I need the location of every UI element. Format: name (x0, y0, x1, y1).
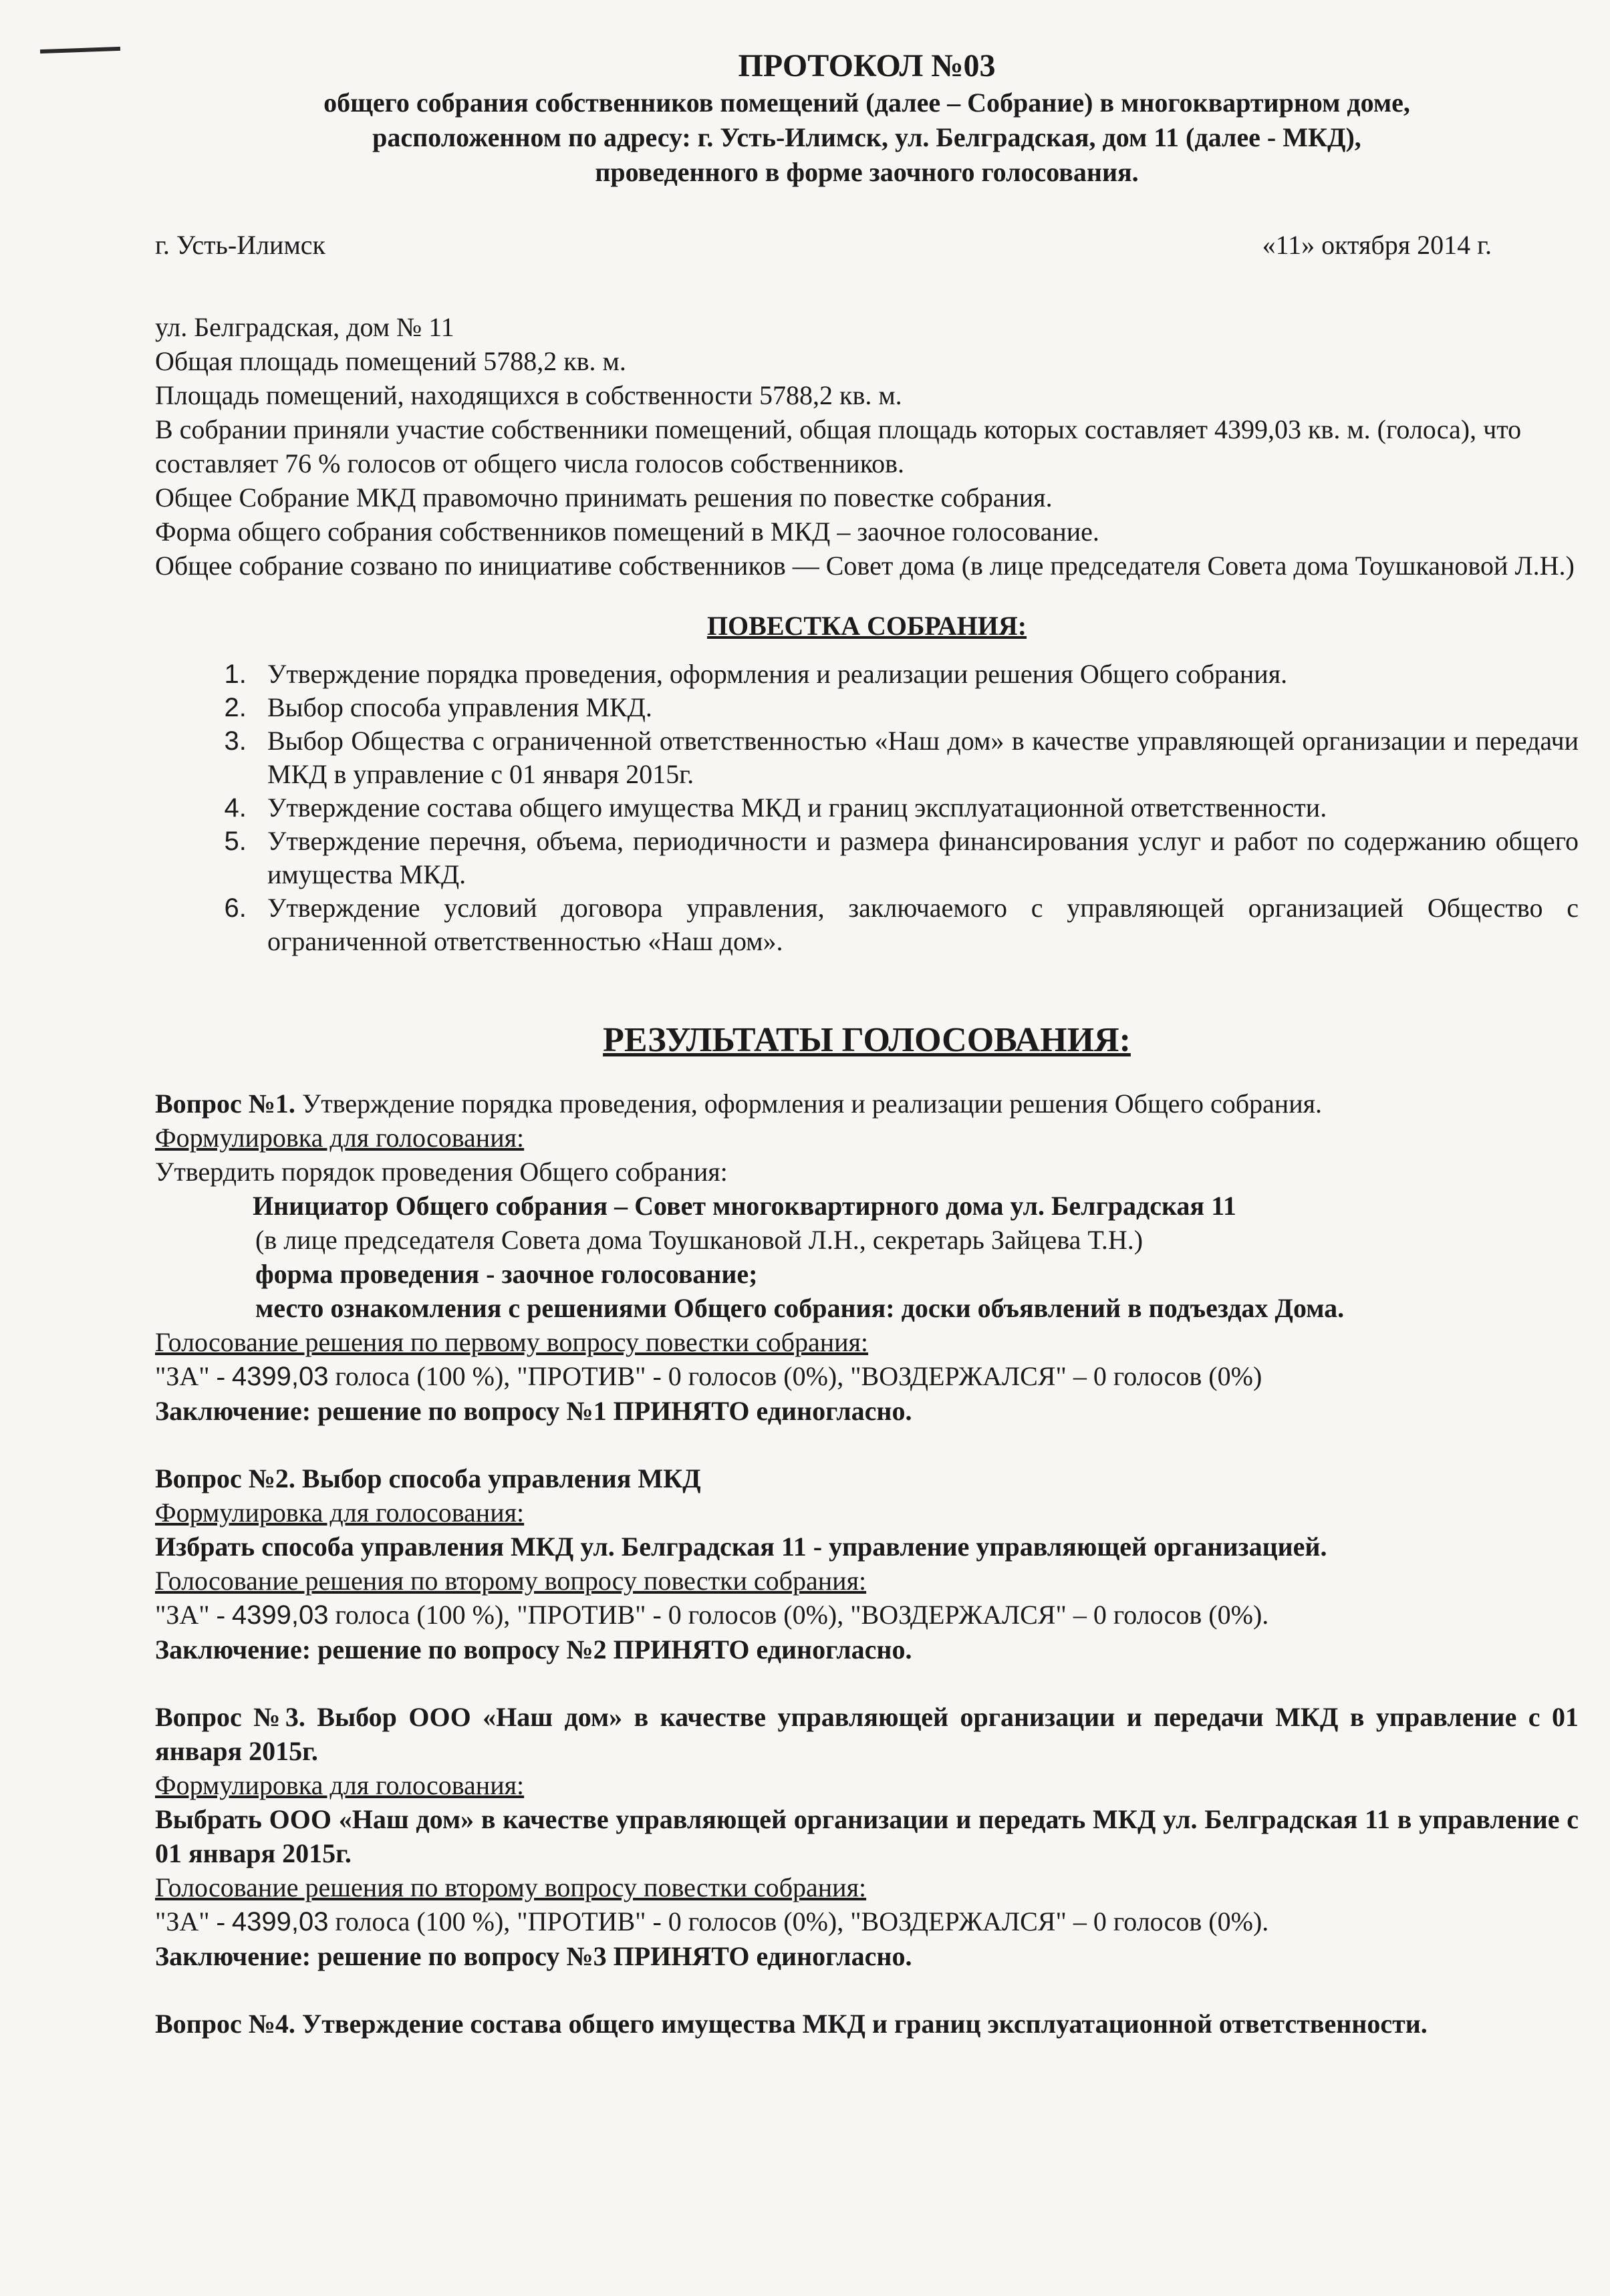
document-date: «11» октября 2014 г. (1262, 230, 1492, 260)
results-heading: РЕЗУЛЬТАТЫ ГОЛОСОВАНИЯ: (603, 1021, 1131, 1059)
question-1-text: Утверждение порядка проведения, оформления и реализации решения Общего собрания. (295, 1089, 1323, 1119)
agenda-item: 4. Утверждение состава общего имущества МКД и границ эксплуатационной ответственности. (254, 791, 1579, 825)
info-total-area: Общая площадь помещений 5788,2 кв. м. (155, 346, 626, 376)
question-2-vote-label: Голосование решения по второму вопросу повестки собрания: (155, 1566, 867, 1596)
agenda-item: 2. Выбор способа управления МКД. (254, 691, 1579, 724)
votes-suffix: голоса (100 %), "ПРОТИВ" - 0 голосов (0%), "ВОЗДЕРЖАЛСЯ" – 0 голосов (0%). (328, 1906, 1269, 1936)
info-address: ул. Белградская, дом № 11 (155, 312, 454, 342)
scan-artifact-mark (40, 47, 120, 53)
protocol-document (155, 47, 1579, 2074)
votes-prefix: "ЗА" - (155, 1600, 232, 1630)
document-subtitle-line-3: проведенного в форме заочного голосования. (595, 157, 1139, 187)
question-3-wording-label: Формулировка для голосования: (155, 1770, 525, 1800)
question-1-decision-intro: Утвердить порядок проведения Общего собрания: (155, 1157, 728, 1187)
question-1-persons: (в лице председателя Совета дома Тоушкановой Л.Н., секретарь Зайцева Т.Н.) (255, 1225, 1144, 1255)
place-date-row (155, 229, 1579, 262)
agenda-heading: ПОВЕСТКА СОБРАНИЯ: (706, 611, 1027, 641)
votes-number: 4399,03 (231, 1362, 329, 1391)
question-2-votes (155, 1598, 1579, 1632)
agenda-item: 1. Утверждение порядка проведения, оформления и реализации решения Общего собрания. (254, 658, 1579, 691)
votes-suffix: голоса (100 %), "ПРОТИВ" - 0 голосов (0%), "ВОЗДЕРЖАЛСЯ" – 0 голосов (0%) (328, 1361, 1262, 1391)
question-1-label: Вопрос №1. (155, 1089, 295, 1119)
document-title: ПРОТОКОЛ №03 (738, 48, 996, 84)
info-participation: В собрании приняли участие собственники помещений, общая площадь которых составляет 4399,03 кв. м. (голоса), что составляет 76 % голосов от общего числа голосов собственников. (155, 414, 1522, 478)
document-subtitle-line-1: общего собрания собственников помещений (далее – Собрание) в многоквартирном доме, (323, 88, 1410, 118)
question-4-title: Вопрос №4. Утверждение состава общего имущества МКД и границ эксплуатационной ответственности. (155, 2009, 1428, 2039)
document-place: г. Усть-Илимск (155, 230, 325, 260)
agenda-item: 6. Утверждение условий договора управления, заключаемого с управляющей организацией Общество с ограниченной ответственностью «Наш дом». (254, 891, 1579, 958)
question-2-block (155, 1461, 1579, 1667)
question-2-title: Вопрос №2. Выбор способа управления МКД (155, 1463, 701, 1493)
question-3-title: Вопрос №3. Выбор ООО «Наш дом» в качестве управляющей организации и передачи МКД в управление с 01 января 2015г. (155, 1702, 1579, 1766)
question-2-decision: Избрать способа управления МКД ул. Белградская 11 - управление управляющей организацией. (155, 1532, 1327, 1562)
info-quorum: Общее Собрание МКД правомочно принимать решения по повестке собрания. (155, 482, 1053, 513)
document-subtitle-line-2: расположенном по адресу: г. Усть-Илимск, ул. Белградская, дом 11 (далее - МКД), (372, 122, 1361, 152)
question-4-block (155, 2007, 1579, 2041)
question-3-decision: Выбрать ООО «Наш дом» в качестве управляющей организации и передать МКД ул. Белградская 11 в управление с 01 января 2015г. (155, 1804, 1579, 1868)
question-1-block (155, 1087, 1579, 1428)
votes-prefix: "ЗА" - (155, 1906, 232, 1936)
agenda-item: 3. Выбор Общества с ограниченной ответственностью «Наш дом» в качестве управляющей организации и передачи МКД в управление с 01 января 2015г. (254, 724, 1579, 791)
question-2-wording-label: Формулировка для голосования: (155, 1497, 525, 1528)
info-initiator: Общее собрание созвано по инициативе собственников — Совет дома (в лице председателя Совета дома Тоушкановой Л.Н.) (155, 551, 1575, 581)
info-meeting-form: Форма общего собрания собственников помещений в МКД – заочное голосование. (155, 517, 1099, 547)
agenda-list (155, 658, 1579, 958)
agenda-item: 5. Утверждение перечня, объема, периодичности и размера финансирования услуг и работ по содержанию общего имущества МКД. (254, 825, 1579, 891)
question-2-conclusion: Заключение: решение по вопросу №2 ПРИНЯТО единогласно. (155, 1634, 912, 1665)
question-1-title (155, 1087, 1579, 1121)
votes-number: 4399,03 (231, 1600, 329, 1630)
question-1-initiator: Инициатор Общего собрания – Совет многоквартирного дома ул. Белградская 11 (253, 1191, 1236, 1221)
question-3-conclusion: Заключение: решение по вопросу №3 ПРИНЯТО единогласно. (155, 1941, 912, 1971)
question-3-vote-label: Голосование решения по второму вопросу повестки собрания: (155, 1872, 867, 1902)
question-1-votes (155, 1359, 1579, 1394)
question-1-conclusion: Заключение: решение по вопросу №1 ПРИНЯТО единогласно. (155, 1396, 912, 1426)
question-1-form: форма проведения - заочное голосование; (255, 1259, 758, 1289)
votes-number: 4399,03 (231, 1907, 329, 1936)
votes-suffix: голоса (100 %), "ПРОТИВ" - 0 голосов (0%), "ВОЗДЕРЖАЛСЯ" – 0 голосов (0%). (328, 1600, 1269, 1630)
meeting-info (155, 310, 1579, 583)
votes-prefix: "ЗА" - (155, 1361, 232, 1391)
question-1-place: место ознакомления с решениями Общего собрания: доски объявлений в подъездах Дома. (255, 1293, 1345, 1323)
info-owned-area: Площадь помещений, находящихся в собственности 5788,2 кв. м. (155, 380, 902, 410)
question-3-votes (155, 1904, 1579, 1939)
question-3-block (155, 1700, 1579, 1973)
question-1-vote-label: Голосование решения по первому вопросу повестки собрания: (155, 1327, 869, 1357)
question-1-wording-label: Формулировка для голосования: (155, 1123, 525, 1153)
